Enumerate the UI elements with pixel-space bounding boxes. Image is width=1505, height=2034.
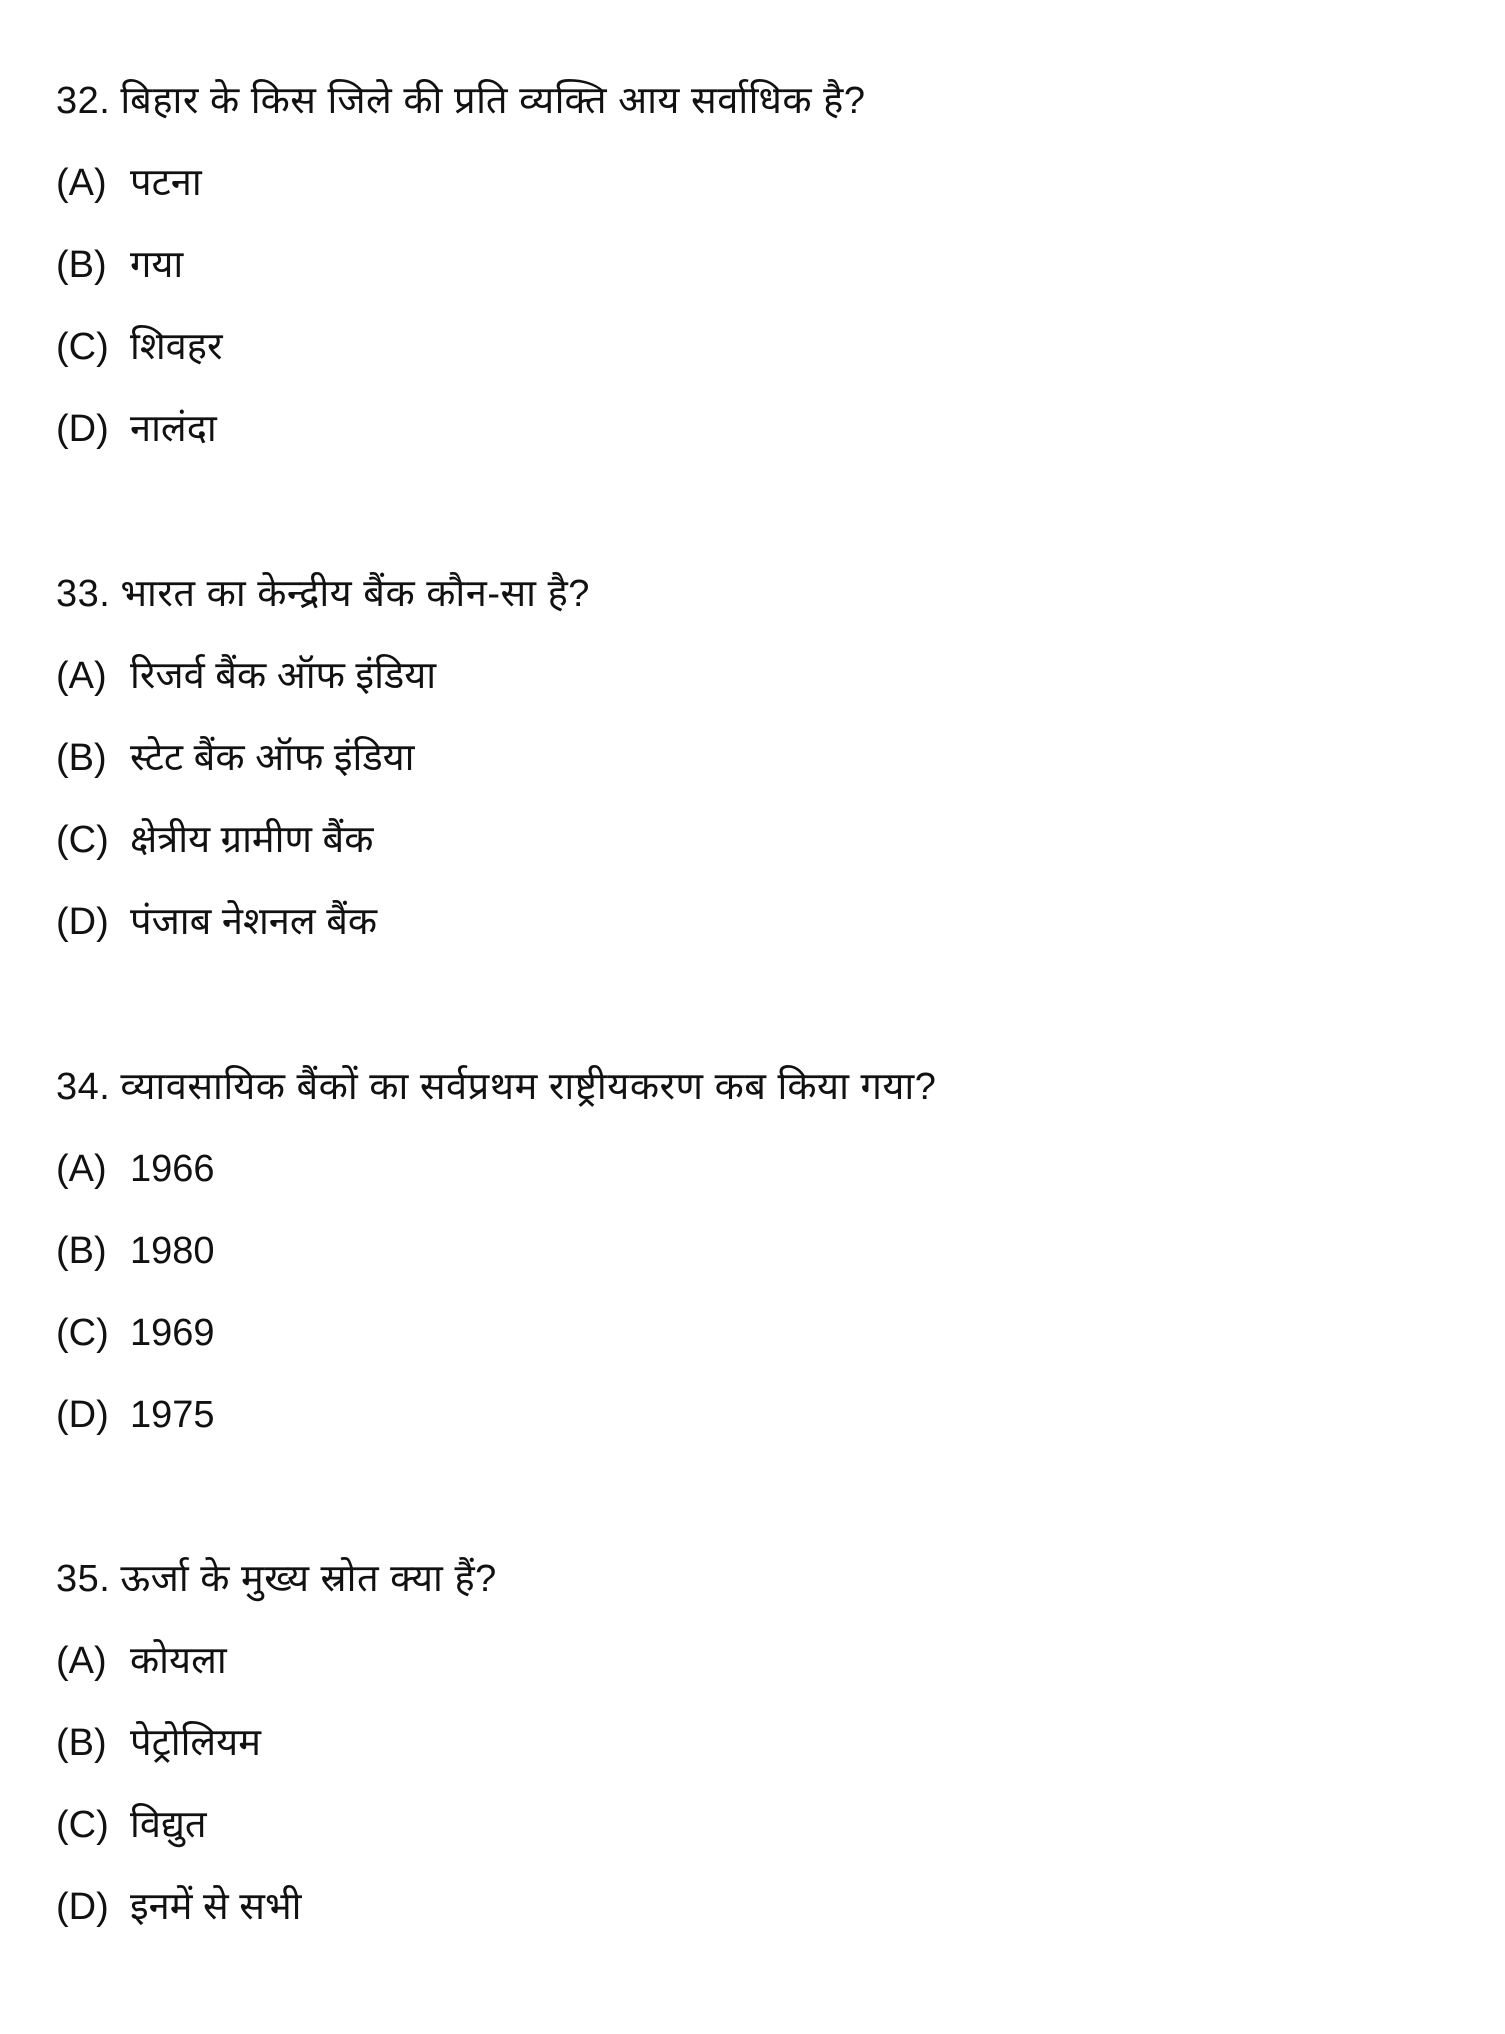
option-label: (A) (56, 655, 107, 697)
question-text (56, 553, 590, 635)
question-number: 32. (56, 80, 111, 122)
option (56, 306, 865, 388)
option-label: (B) (56, 1722, 107, 1764)
option-label: (C) (56, 819, 109, 861)
question-stem: ऊर्जा के मुख्य स्रोत क्या हैं? (120, 1558, 497, 1600)
option-text: पंजाब नेशनल बैंक (130, 901, 378, 943)
question-block (56, 1538, 497, 1948)
option-text: इनमें से सभी (130, 1886, 302, 1928)
option-text: पटना (130, 162, 202, 204)
option-label: (C) (56, 1312, 109, 1354)
question-block (56, 60, 865, 470)
option (56, 1292, 936, 1374)
question-text (56, 60, 865, 142)
option (56, 1784, 497, 1866)
option-label: (A) (56, 1640, 107, 1682)
option-text: क्षेत्रीय ग्रामीण बैंक (130, 819, 374, 861)
option (56, 224, 865, 306)
option (56, 1866, 497, 1948)
option-text: शिवहर (130, 326, 223, 368)
option-text: 1975 (130, 1394, 215, 1436)
question-stem: भारत का केन्द्रीय बैंक कौन-सा है? (120, 573, 590, 615)
question-stem: व्यावसायिक बैंकों का सर्वप्रथम राष्ट्रीयकरण कब किया गया? (120, 1066, 937, 1108)
question-number: 34. (56, 1066, 111, 1108)
question-number: 35. (56, 1558, 111, 1600)
option-text: गया (130, 244, 184, 286)
option-label: (D) (56, 1886, 109, 1928)
option (56, 1702, 497, 1784)
option (56, 388, 865, 470)
option-label: (C) (56, 1804, 109, 1846)
option-text: 1969 (130, 1312, 215, 1354)
option (56, 1620, 497, 1702)
option (56, 142, 865, 224)
option-label: (C) (56, 326, 109, 368)
option-text: नालंदा (130, 408, 217, 450)
question-stem: बिहार के किस जिले की प्रति व्यक्ति आय सर्वाधिक है? (120, 80, 866, 122)
option-label: (D) (56, 901, 109, 943)
option-label: (D) (56, 1394, 109, 1436)
option-text: पेट्रोलियम (130, 1722, 261, 1764)
option (56, 881, 590, 963)
option (56, 1374, 936, 1456)
option (56, 799, 590, 881)
option-text: 1980 (130, 1230, 215, 1272)
option (56, 717, 590, 799)
option-text: स्टेट बैंक ऑफ इंडिया (130, 737, 415, 779)
option (56, 1210, 936, 1292)
option-label: (B) (56, 1230, 107, 1272)
option-label: (A) (56, 162, 107, 204)
option-text: विद्युत (130, 1804, 207, 1846)
option-label: (B) (56, 737, 107, 779)
question-block (56, 1046, 936, 1456)
option-label: (D) (56, 408, 109, 450)
option-text: रिजर्व बैंक ऑफ इंडिया (130, 655, 437, 697)
question-number: 33. (56, 573, 111, 615)
question-text (56, 1046, 936, 1128)
option-label: (B) (56, 244, 107, 286)
option-label: (A) (56, 1148, 107, 1190)
question-text (56, 1538, 497, 1620)
option (56, 635, 590, 717)
option-text: कोयला (130, 1640, 227, 1682)
question-block (56, 553, 590, 963)
option-text: 1966 (130, 1148, 215, 1190)
option (56, 1128, 936, 1210)
